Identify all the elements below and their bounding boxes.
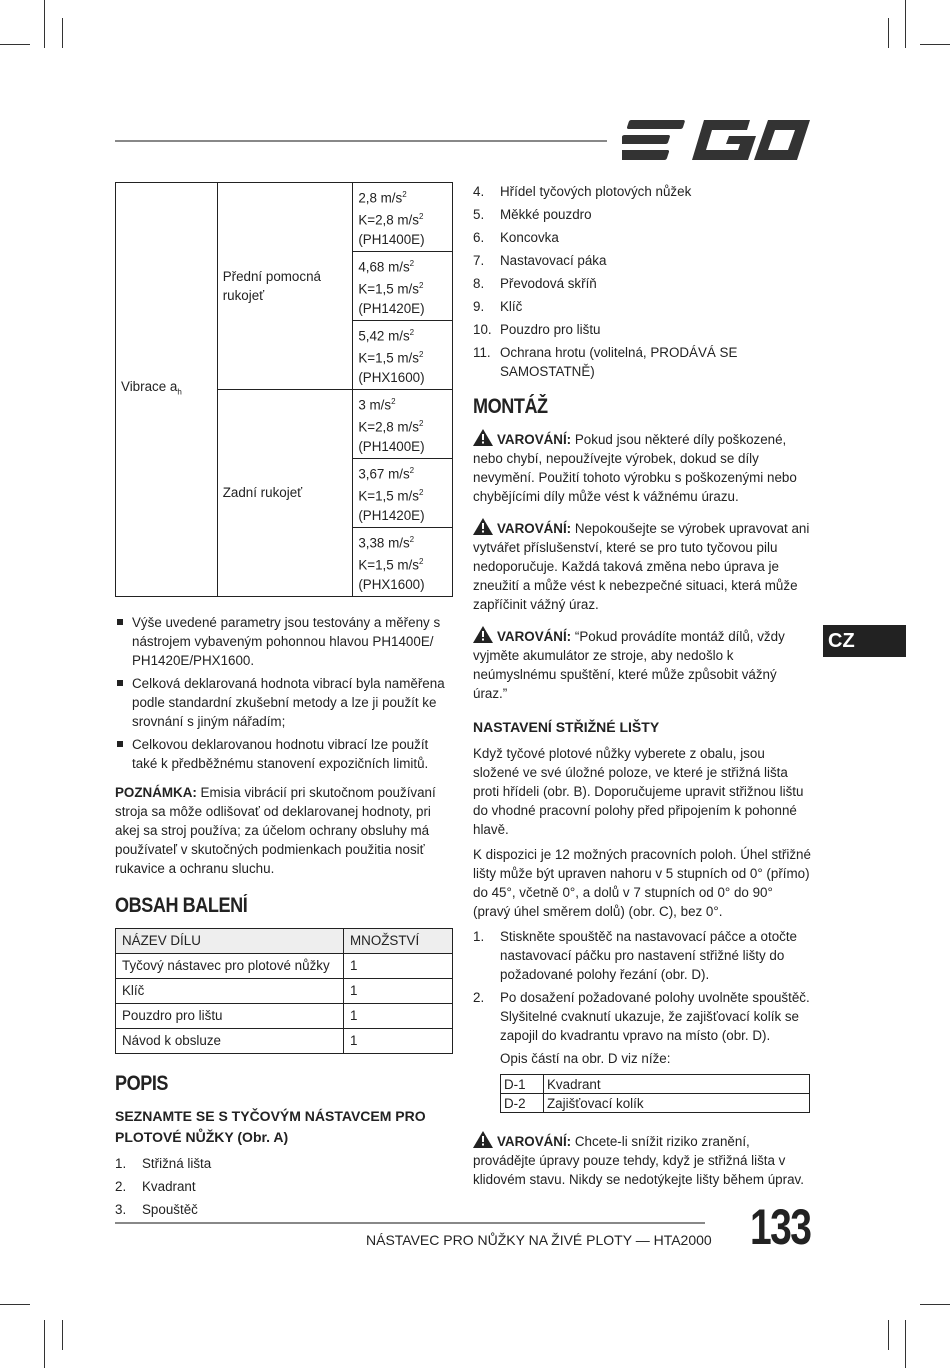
warning-paragraph: VAROVÁNÍ: “Pokud provádíte montáž dílů, vždy vyjměte akumulátor ze stroje, aby nedošlo k neúmyslnému spuštění, které může způsobit vážný úraz.” bbox=[473, 626, 813, 703]
list-item: 6. Koncovka bbox=[473, 230, 559, 245]
list-item: 11. Ochrana hrotu (volitelná, PRODÁVÁ SE SAMOSTATNĚ) bbox=[473, 345, 738, 379]
footer-title: NÁSTAVEC PRO NŮŽKY NA ŽIVÉ PLOTY — HTA2000 bbox=[366, 1232, 712, 1248]
vibration-value: 3,38 $m/s^2$ K=1,5 $m/s^2$ (PHX1600) bbox=[353, 527, 453, 596]
vibration-value: 3 $m/s^2$ K=2,8 $m/s^2$ (PH1400E) bbox=[353, 389, 453, 458]
table-row: D-2 Zajišťovací kolík bbox=[501, 1094, 810, 1113]
crop-mark bbox=[905, 0, 906, 48]
package-table bbox=[115, 928, 453, 1054]
vibration-value: 4,68 $m/s^2$ K=1,5 $m/s^2$ (PH1420E) bbox=[353, 251, 453, 320]
right-column bbox=[473, 182, 813, 1189]
figure-parts-table bbox=[500, 1074, 810, 1113]
list-item: 1. Střižná lišta bbox=[115, 1155, 212, 1171]
list-item: 3. Spouštěč bbox=[115, 1201, 198, 1217]
left-column bbox=[115, 182, 453, 1223]
header-rule bbox=[115, 140, 607, 142]
table-row: Tyčový nástavec pro plotové nůžky 1 bbox=[116, 953, 453, 978]
vibration-value: 3,67 $m/s^2$ K=1,5 $m/s^2$ (PH1420E) bbox=[353, 458, 453, 527]
description-heading: POPIS bbox=[115, 1071, 169, 1095]
bullet-item: Výše uvedené parametry jsou testovány a měřeny s nástrojem vybaveným pohonnou hlavou PH1400E/ PH1420E/PHX1600. bbox=[115, 613, 453, 670]
bullet-item: Celkovou deklarovanou hodnotu vibrací lze použít také k předběžnému stanovení expozičních limitů. bbox=[115, 735, 453, 773]
list-item: 9. Klíč bbox=[473, 299, 523, 314]
table-row: D-1 Kvadrant bbox=[501, 1075, 810, 1094]
package-heading: OBSAH BALENÍ bbox=[115, 893, 248, 917]
crop-mark bbox=[0, 44, 30, 45]
crop-mark bbox=[44, 0, 45, 48]
table-row: Návod k obsluze 1 bbox=[116, 1028, 453, 1053]
warning-icon bbox=[473, 429, 493, 446]
front-handle-label: Přední pomocná rukojeť bbox=[217, 183, 353, 390]
crop-mark bbox=[920, 1304, 950, 1305]
list-item: 1. Stiskněte spouštěč na nastavovací páčce a otočte nastavovací páčku pro nastavení střižné lišty do požadované polohy řezání (obr. D). bbox=[473, 929, 798, 982]
parts-list bbox=[115, 1154, 453, 1219]
crop-mark bbox=[920, 44, 950, 45]
vibration-label: Vibrace $a_h$ bbox=[116, 183, 218, 597]
parts-intro: Opis částí na obr. D viz níže: bbox=[500, 1051, 671, 1066]
list-item: 2. Kvadrant bbox=[115, 1178, 196, 1194]
parts-list-continued bbox=[473, 182, 813, 381]
blade-paragraph: Když tyčové plotové nůžky vyberete z obalu, jsou složené ve své úložné poloze, ve které je střižná lišta proti hřídeli (obr. B). Doporučujeme upravit střižnou lištu do vhodné pracovní polohy před připojením k pohonné hlavě. bbox=[473, 746, 804, 837]
list-item: 7. Nastavovací páka bbox=[473, 253, 607, 268]
rear-handle-label: Zadní rukojeť bbox=[217, 389, 353, 596]
column-header: NÁZEV DÍLU bbox=[116, 928, 344, 953]
table-row: Klíč 1 bbox=[116, 978, 453, 1003]
warning-paragraph: VAROVÁNÍ: Chcete-li snížit riziko zranění, provádějte úpravy pouze tehdy, když je střižná lišta v klidovém stavu. Nikdy se nedotýkejte lišty během úprav. bbox=[473, 1131, 813, 1189]
warning-icon bbox=[473, 626, 493, 643]
warning-icon bbox=[473, 1131, 493, 1148]
list-item: 4. Hřídel tyčových plotových nůžek bbox=[473, 184, 692, 199]
notes-list bbox=[115, 613, 453, 773]
warning-paragraph: VAROVÁNÍ: Pokud jsou některé díly poškozené, nebo chybí, nepoužívejte výrobek, dokud se díly nevymění. Použití tohoto výrobku s poškozenými nebo chybějícími díly může vést k vážnému úrazu. bbox=[473, 429, 813, 506]
crop-mark bbox=[0, 1304, 30, 1305]
warning-icon bbox=[473, 518, 493, 535]
ego-logo bbox=[622, 118, 810, 162]
blade-heading: NASTAVENÍ STŘIŽNÉ LIŠTY bbox=[473, 719, 660, 735]
assembly-heading: MONTÁŽ bbox=[473, 395, 548, 418]
list-item: 5. Měkké pouzdro bbox=[473, 207, 592, 222]
crop-mark bbox=[62, 1320, 63, 1350]
crop-mark bbox=[888, 18, 889, 48]
vibration-table bbox=[115, 182, 453, 597]
page-number: 133 bbox=[750, 1199, 811, 1255]
crop-mark bbox=[888, 1320, 889, 1350]
list-item: 10. Pouzdro pro lištu bbox=[473, 322, 601, 337]
blade-paragraph: K dispozici je 12 možných pracovních poloh. Úhel střižné lišty může být upraven nahoru v 5 stupních od 0° (přímo) do 45°, včetně 0°, a dolů v 7 stupních od 0° do 90° (pravý úhel směrem dolů) (obr. C), bez 0°. bbox=[473, 847, 811, 919]
description-subheading: SEZNAMTE SE S TYČOVÝM NÁSTAVCEM PRO PLOTOVÉ NŮŽKY (Obr. A) bbox=[115, 1107, 426, 1145]
table-row: Pouzdro pro lištu 1 bbox=[116, 1003, 453, 1028]
blade-steps bbox=[473, 927, 813, 1045]
column-header: MNOŽSTVÍ bbox=[344, 928, 453, 953]
footer-rule bbox=[115, 1222, 705, 1224]
language-tab: CZ bbox=[823, 625, 906, 657]
warning-paragraph: VAROVÁNÍ: Nepokoušejte se výrobek upravovat ani vytvářet příslušenství, které se pro tuto tyčovou pilu nedoporučuje. Každá taková změna nebo úprava je zneužití a může vést k nebezpečné situaci, která může zapříčinit vážný úraz. bbox=[473, 518, 813, 614]
crop-mark bbox=[905, 1320, 906, 1368]
list-item: 8. Převodová skříň bbox=[473, 276, 597, 291]
vibration-value: 5,42 $m/s^2$ K=1,5 $m/s^2$ (PHX1600) bbox=[353, 320, 453, 389]
list-item: 2. Po dosažení požadované polohy uvolněte spouštěč. Slyšitelné cvaknutí ukazuje, že zajišťovací kolík se zapojil do kvadrantu vpravo na místo (obr. D). bbox=[473, 990, 810, 1043]
crop-mark bbox=[44, 1320, 45, 1368]
crop-mark bbox=[62, 18, 63, 48]
note-paragraph: POZNÁMKA: Emisia vibrácií pri skutočnom používaní stroja sa môže odlišovať od deklarovanej hodnoty, pri akej sa stroj používa; za účelom ochrany obsluhy má používateľ v skutočných podmienkach použitia nosiť rukavice a ochranu sluchu. bbox=[115, 784, 436, 876]
bullet-item: Celková deklarovaná hodnota vibrací byla naměřena podle standardní zkušební metody a lze ji použít ke srovnání s jiným nářadím; bbox=[115, 674, 453, 731]
vibration-value: 2,8 $m/s^2$ K=2,8 $m/s^2$ (PH1400E) bbox=[353, 183, 453, 252]
